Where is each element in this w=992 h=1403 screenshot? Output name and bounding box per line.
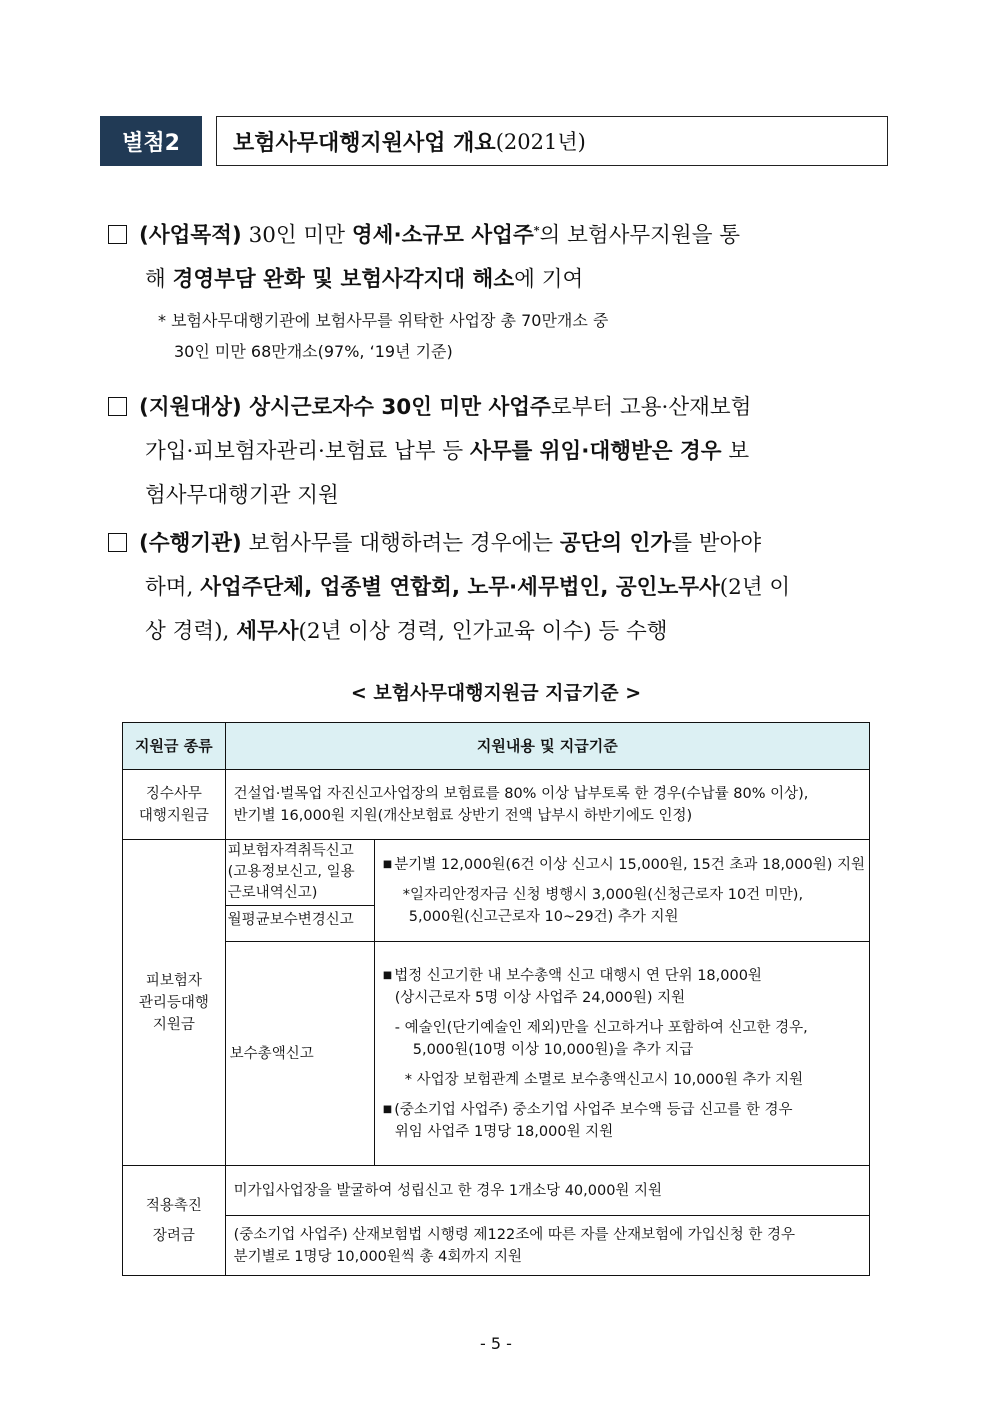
table-row <box>123 840 870 942</box>
square-bullet-icon: ■ <box>382 1103 393 1115</box>
agency-section <box>108 522 903 654</box>
agency-bold-3: 세무사 <box>236 619 299 644</box>
target-line-1 <box>108 386 903 430</box>
row2-c2-line-1 <box>383 965 865 987</box>
row2-content-1 <box>374 840 869 942</box>
page-title <box>216 116 888 166</box>
row3-line-2: (중소기업 사업주) 산재보험법 시행령 제122조에 따른 자를 산재보험에 가입신청 한 경우 <box>233 1226 795 1243</box>
purpose-bold-1: 영세·소규모 사업주 <box>351 223 534 249</box>
row1-type: 징수사무 대행지원금 <box>123 770 226 840</box>
text: 가입·피보험자관리·보험료 납부 등 <box>145 439 470 464</box>
note-line-1: * 보험사무대행기관에 보험사무를 위탁한 사업장 총 70만개소 중 <box>158 311 609 330</box>
text: 보험사무를 대행하려는 경우에는 <box>241 531 560 556</box>
agency-bold-1: 공단의 인가 <box>559 531 672 556</box>
row2-type: 피보험자 관리등대행 지원금 <box>123 840 226 1166</box>
attachment-badge: 별첨2 <box>100 116 202 166</box>
text: 에 기여 <box>514 267 584 293</box>
purpose-line-2 <box>108 258 903 302</box>
checkbox-square-icon <box>108 225 127 244</box>
purpose-section <box>108 209 903 302</box>
text: 하며, <box>145 575 201 600</box>
title-main: 보험사무대행지원사업 개요 <box>233 130 496 156</box>
title-year: (2021년) <box>495 130 586 154</box>
checkbox-square-icon <box>108 397 127 416</box>
header-content: 지원내용 및 지급기준 <box>225 723 869 770</box>
row2-c1-line-2: *일자리안정자금 신청 병행시 3,000원(신청근로자 10건 미만), <box>402 886 804 903</box>
row2-sub-3: 보수총액신고 <box>225 942 374 1166</box>
text: 법정 신고기한 내 보수총액 신고 대행시 연 단위 18,000원 <box>394 967 762 984</box>
text: 로부터 고용·산재보험 <box>550 395 752 420</box>
target-bold-1: 상시근로자수 30인 미만 사업주 <box>241 395 551 420</box>
agency-line-2 <box>108 566 903 610</box>
text: 30인 미만 <box>241 223 352 249</box>
agency-line-1 <box>108 522 903 566</box>
text: 의 보험사무지원을 통 <box>539 223 741 249</box>
row2-content-2 <box>374 942 869 1166</box>
table-row <box>123 942 870 1166</box>
row3-type: 적용촉진 장려금 <box>123 1166 226 1276</box>
square-bullet-icon: ■ <box>382 969 393 981</box>
checkbox-square-icon <box>108 533 127 552</box>
text: (중소기업 사업주) 중소기업 사업주 보수액 등급 신고를 한 경우 <box>394 1101 793 1118</box>
table-row <box>123 770 870 840</box>
row1-line-2: 반기별 16,000원 지원(개산보험료 상반기 전액 납부시 하반기에도 인정) <box>233 807 693 824</box>
note-line-2: 30인 미만 68만개소(97%, ‘19년 기준) <box>174 342 453 361</box>
target-line-3: 험사무대행기관 지원 <box>145 483 339 508</box>
row2-c2-line-6 <box>383 1099 865 1121</box>
agency-bold-2: 사업주단체, 업종별 연합회, 노무·세무법인, 공인노무사 <box>200 575 720 600</box>
purpose-label: (사업목적) <box>139 223 242 249</box>
agency-label: (수행기관) <box>139 531 242 556</box>
row2-c2-line-7: 위임 사업주 1명당 18,000원 지원 <box>394 1123 614 1140</box>
row2-c2-line-2: (상시근로자 5명 이상 사업주 24,000원) 지원 <box>394 989 686 1006</box>
text: 를 받아야 <box>671 531 762 556</box>
row1-line-1: 건설업·벌목업 자진신고사업장의 보험료를 80% 이상 납부토록 한 경우(수납률 80% 이상), <box>233 785 809 802</box>
row2-sub-cell-1 <box>225 840 374 942</box>
text: 해 <box>145 267 173 293</box>
table-caption: < 보험사무대행지원금 지급기준 > <box>350 682 642 704</box>
agency-line-3 <box>108 610 903 654</box>
row3-line-3: 분기별로 1명당 10,000원씩 총 4회까지 지원 <box>233 1248 523 1265</box>
table-row <box>123 1216 870 1276</box>
row3-line-1: 미가입사업장을 발굴하여 성립신고 한 경우 1개소당 40,000원 지원 <box>225 1166 869 1216</box>
row2-c1-line-3: 5,000원(신고근로자 10~29건) 추가 지원 <box>408 908 679 925</box>
row2-c1-line-1 <box>383 854 865 876</box>
header-type: 지원금 종류 <box>123 723 226 770</box>
target-line-2 <box>108 430 903 474</box>
table-header-row <box>123 723 870 770</box>
square-bullet-icon: ■ <box>382 858 393 870</box>
subsidy-table <box>122 722 870 1276</box>
purpose-line-1: (사업목적) 30인 미만 영세·소규모 사업주*의 보험사무지원을 통 <box>108 209 903 258</box>
row1-content <box>225 770 869 840</box>
row2-c2-line-5: * 사업장 보험관계 소멸로 보수총액신고시 10,000원 추가 지원 <box>404 1071 804 1088</box>
text: 보 <box>721 439 750 464</box>
purpose-bold-2: 경영부담 완화 및 보험사각지대 해소 <box>172 267 515 293</box>
text: (2년 이 <box>719 575 791 600</box>
table-row <box>123 1166 870 1216</box>
target-bold-2: 사무를 위임·대행받은 경우 <box>469 439 722 464</box>
target-section <box>108 386 903 518</box>
row2-c2-line-3: - 예술인(단기예술인 제외)만을 신고하거나 포함하여 신고한 경우, <box>394 1019 808 1036</box>
page-number: - 5 - <box>480 1334 512 1353</box>
row2-sub-1: 피보험자격취득신고 (고용정보신고, 일용 근로내역신고) <box>226 840 374 906</box>
target-label: (지원대상) <box>139 395 242 420</box>
row2-sub-2: 월평균보수변경신고 <box>227 912 354 928</box>
text: 분기별 12,000원(6건 이상 신고시 15,000원, 15건 초과 18,000원) 지원 <box>394 856 865 873</box>
text: 상 경력), <box>145 619 237 644</box>
purpose-note <box>158 305 608 367</box>
text: (2년 이상 경력, 인가교육 이수) 등 수행 <box>298 619 668 644</box>
row3-content-2 <box>225 1216 869 1276</box>
row2-c2-line-4: 5,000원(10명 이상 10,000원)을 추가 지급 <box>412 1041 694 1058</box>
